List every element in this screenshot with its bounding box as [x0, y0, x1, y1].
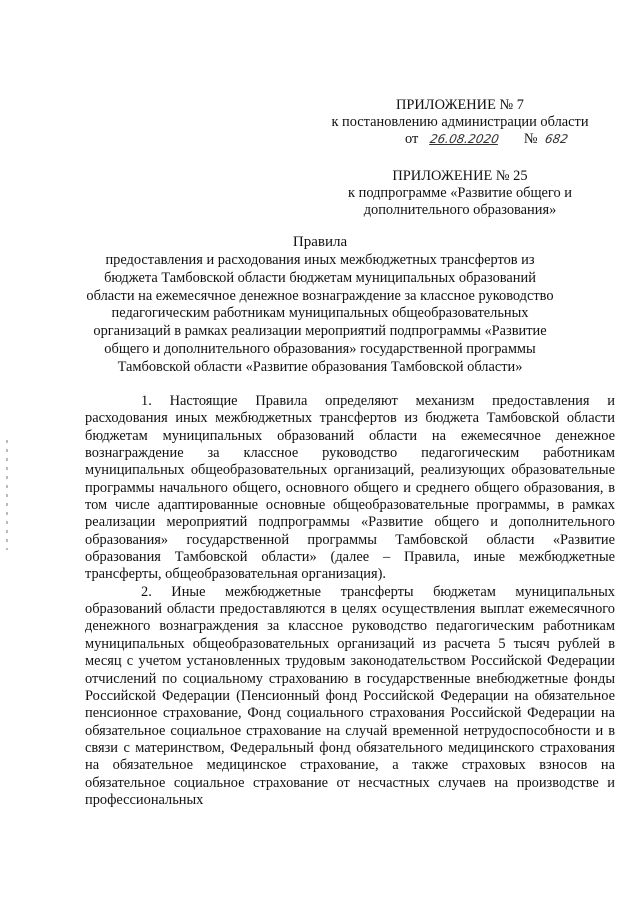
margin-stamp-mark	[6, 440, 8, 550]
appendix-7-title: ПРИЛОЖЕНИЕ № 7	[396, 97, 524, 113]
date-prefix: от	[405, 131, 419, 147]
handwritten-number: 682	[544, 132, 570, 146]
appendix-25-reference-line2: дополнительного образования»	[363, 202, 557, 218]
handwritten-date: 26.08.2020	[428, 132, 500, 146]
appendix-25-header	[300, 168, 620, 219]
appendix-7-date-number-line	[405, 131, 620, 148]
appendix-7-reference: к постановлению администрации области	[331, 114, 589, 130]
number-prefix: №	[523, 131, 538, 147]
document-body	[85, 393, 615, 809]
appendix-25-title: ПРИЛОЖЕНИЕ № 25	[392, 168, 528, 184]
rules-subtitle: предоставления и расходования иных межбюджетных трансфертов из бюджета Тамбовской области бюджетам муниципальных образований области на ежемесячное денежное вознаграждение за классное руководство педагогическим работникам муниципальных общеобразовательных организаций в рамках реализации мероприятий подпрограммы «Развитие общего и дополнительного образования» государственной программы Тамбовской области «Развитие образования Тамбовской области»	[86, 252, 554, 375]
appendix-25-reference-line1: к подпрограмме «Развитие общего и	[348, 185, 572, 201]
rules-title: Правила	[292, 234, 348, 250]
appendix-7-header	[300, 97, 620, 148]
paragraph-1: 1. Настоящие Правила определяют механизм предоставления и расходования иных межбюджетных трансфертов из бюджета Тамбовской области бюджетам муниципальных образований области на ежемесячное денежное вознаграждение за классное руководство педагогическим работникам муниципальных общеобразовательных организаций, реализующих образовательные программы начального общего, основного общего и среднего общего образования, в том числе адаптированные основные общеобразовательные программы, в рамках реализации мероприятий подпрограммы «Развитие общего и дополнительного образования» государственной программы Тамбовской области «Развитие образования Тамбовской области» (далее – Правила, иные межбюджетные трансферты, общеобразовательная организация).	[85, 393, 615, 583]
paragraph-2: 2. Иные межбюджетные трансферты бюджетам муниципальных образований области предоставляются в целях осуществления выплат ежемесячного денежного вознаграждения за классное руководство педагогическим работникам муниципальных общеобразовательных организаций из расчета 5 тысяч рублей в месяц с учетом установленных трудовым законодательством Российской Федерации отчислений по социальному страхованию в государственные внебюджетные фонды Российской Федерации (Пенсионный фонд Российской Федерации на обязательное пенсионное страхование, Фонд социального страхования Российской Федерации на обязательное социальное страхование на случай временной нетрудоспособности и в связи с материнством, Федеральный фонд обязательного медицинского страхования на обязательное медицинское страхование, а также страховых взносов на обязательное социальное страхование от несчастных случаев на производстве и профессиональных	[85, 583, 615, 808]
